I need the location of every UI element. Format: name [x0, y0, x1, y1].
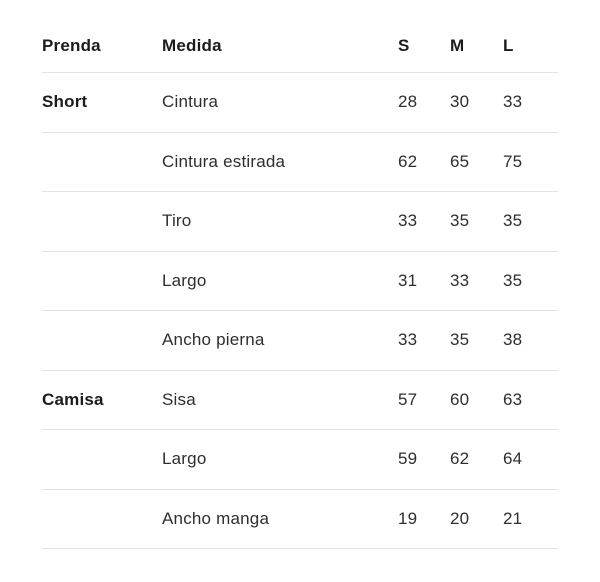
cell-size-s: 59: [398, 449, 418, 469]
column-header-prenda: Prenda: [42, 36, 101, 55]
cell-size-s: 33: [398, 211, 418, 231]
size-chart-table: [42, 20, 558, 549]
cell-size-m: 35: [450, 211, 470, 231]
cell-size-l: 35: [503, 211, 523, 231]
cell-size-s: 31: [398, 270, 418, 290]
cell-size-s: 28: [398, 92, 418, 112]
cell-size-l: 21: [503, 508, 523, 528]
cell-size-m: 62: [450, 449, 470, 469]
cell-size-l: 35: [503, 270, 523, 290]
cell-size-m: 33: [450, 270, 470, 290]
cell-size-m: 60: [450, 389, 470, 409]
table-body: [42, 73, 558, 549]
cell-medida: Ancho pierna: [162, 330, 265, 350]
cell-size-m: 30: [450, 92, 470, 112]
cell-medida: Sisa: [162, 389, 196, 409]
column-header-size-m: M: [450, 36, 465, 55]
cell-size-l: 33: [503, 92, 523, 112]
cell-size-s: 33: [398, 330, 418, 350]
table-row: [42, 252, 558, 312]
table-row: [42, 311, 558, 371]
cell-size-m: 65: [450, 151, 470, 171]
cell-size-l: 63: [503, 389, 523, 409]
cell-medida: Largo: [162, 449, 207, 469]
cell-prenda: Camisa: [42, 389, 104, 409]
table-header-row: [42, 20, 558, 73]
cell-size-l: 64: [503, 449, 523, 469]
cell-size-m: 35: [450, 330, 470, 350]
cell-medida: Tiro: [162, 211, 192, 231]
table-row: [42, 430, 558, 490]
cell-size-s: 19: [398, 508, 418, 528]
cell-prenda: Short: [42, 92, 88, 112]
table-row: [42, 73, 558, 133]
table-row: [42, 133, 558, 193]
cell-size-s: 62: [398, 151, 418, 171]
cell-size-s: 57: [398, 389, 418, 409]
cell-size-l: 38: [503, 330, 523, 350]
column-header-size-s: S: [398, 36, 410, 55]
table-row: [42, 490, 558, 550]
table-row: [42, 192, 558, 252]
cell-medida: Cintura estirada: [162, 151, 286, 171]
column-header-medida: Medida: [162, 36, 222, 55]
cell-medida: Ancho manga: [162, 508, 270, 528]
cell-medida: Largo: [162, 270, 207, 290]
column-header-size-l: L: [503, 36, 514, 55]
cell-size-l: 75: [503, 151, 523, 171]
cell-medida: Cintura: [162, 92, 219, 112]
cell-size-m: 20: [450, 508, 470, 528]
table-row: [42, 371, 558, 431]
